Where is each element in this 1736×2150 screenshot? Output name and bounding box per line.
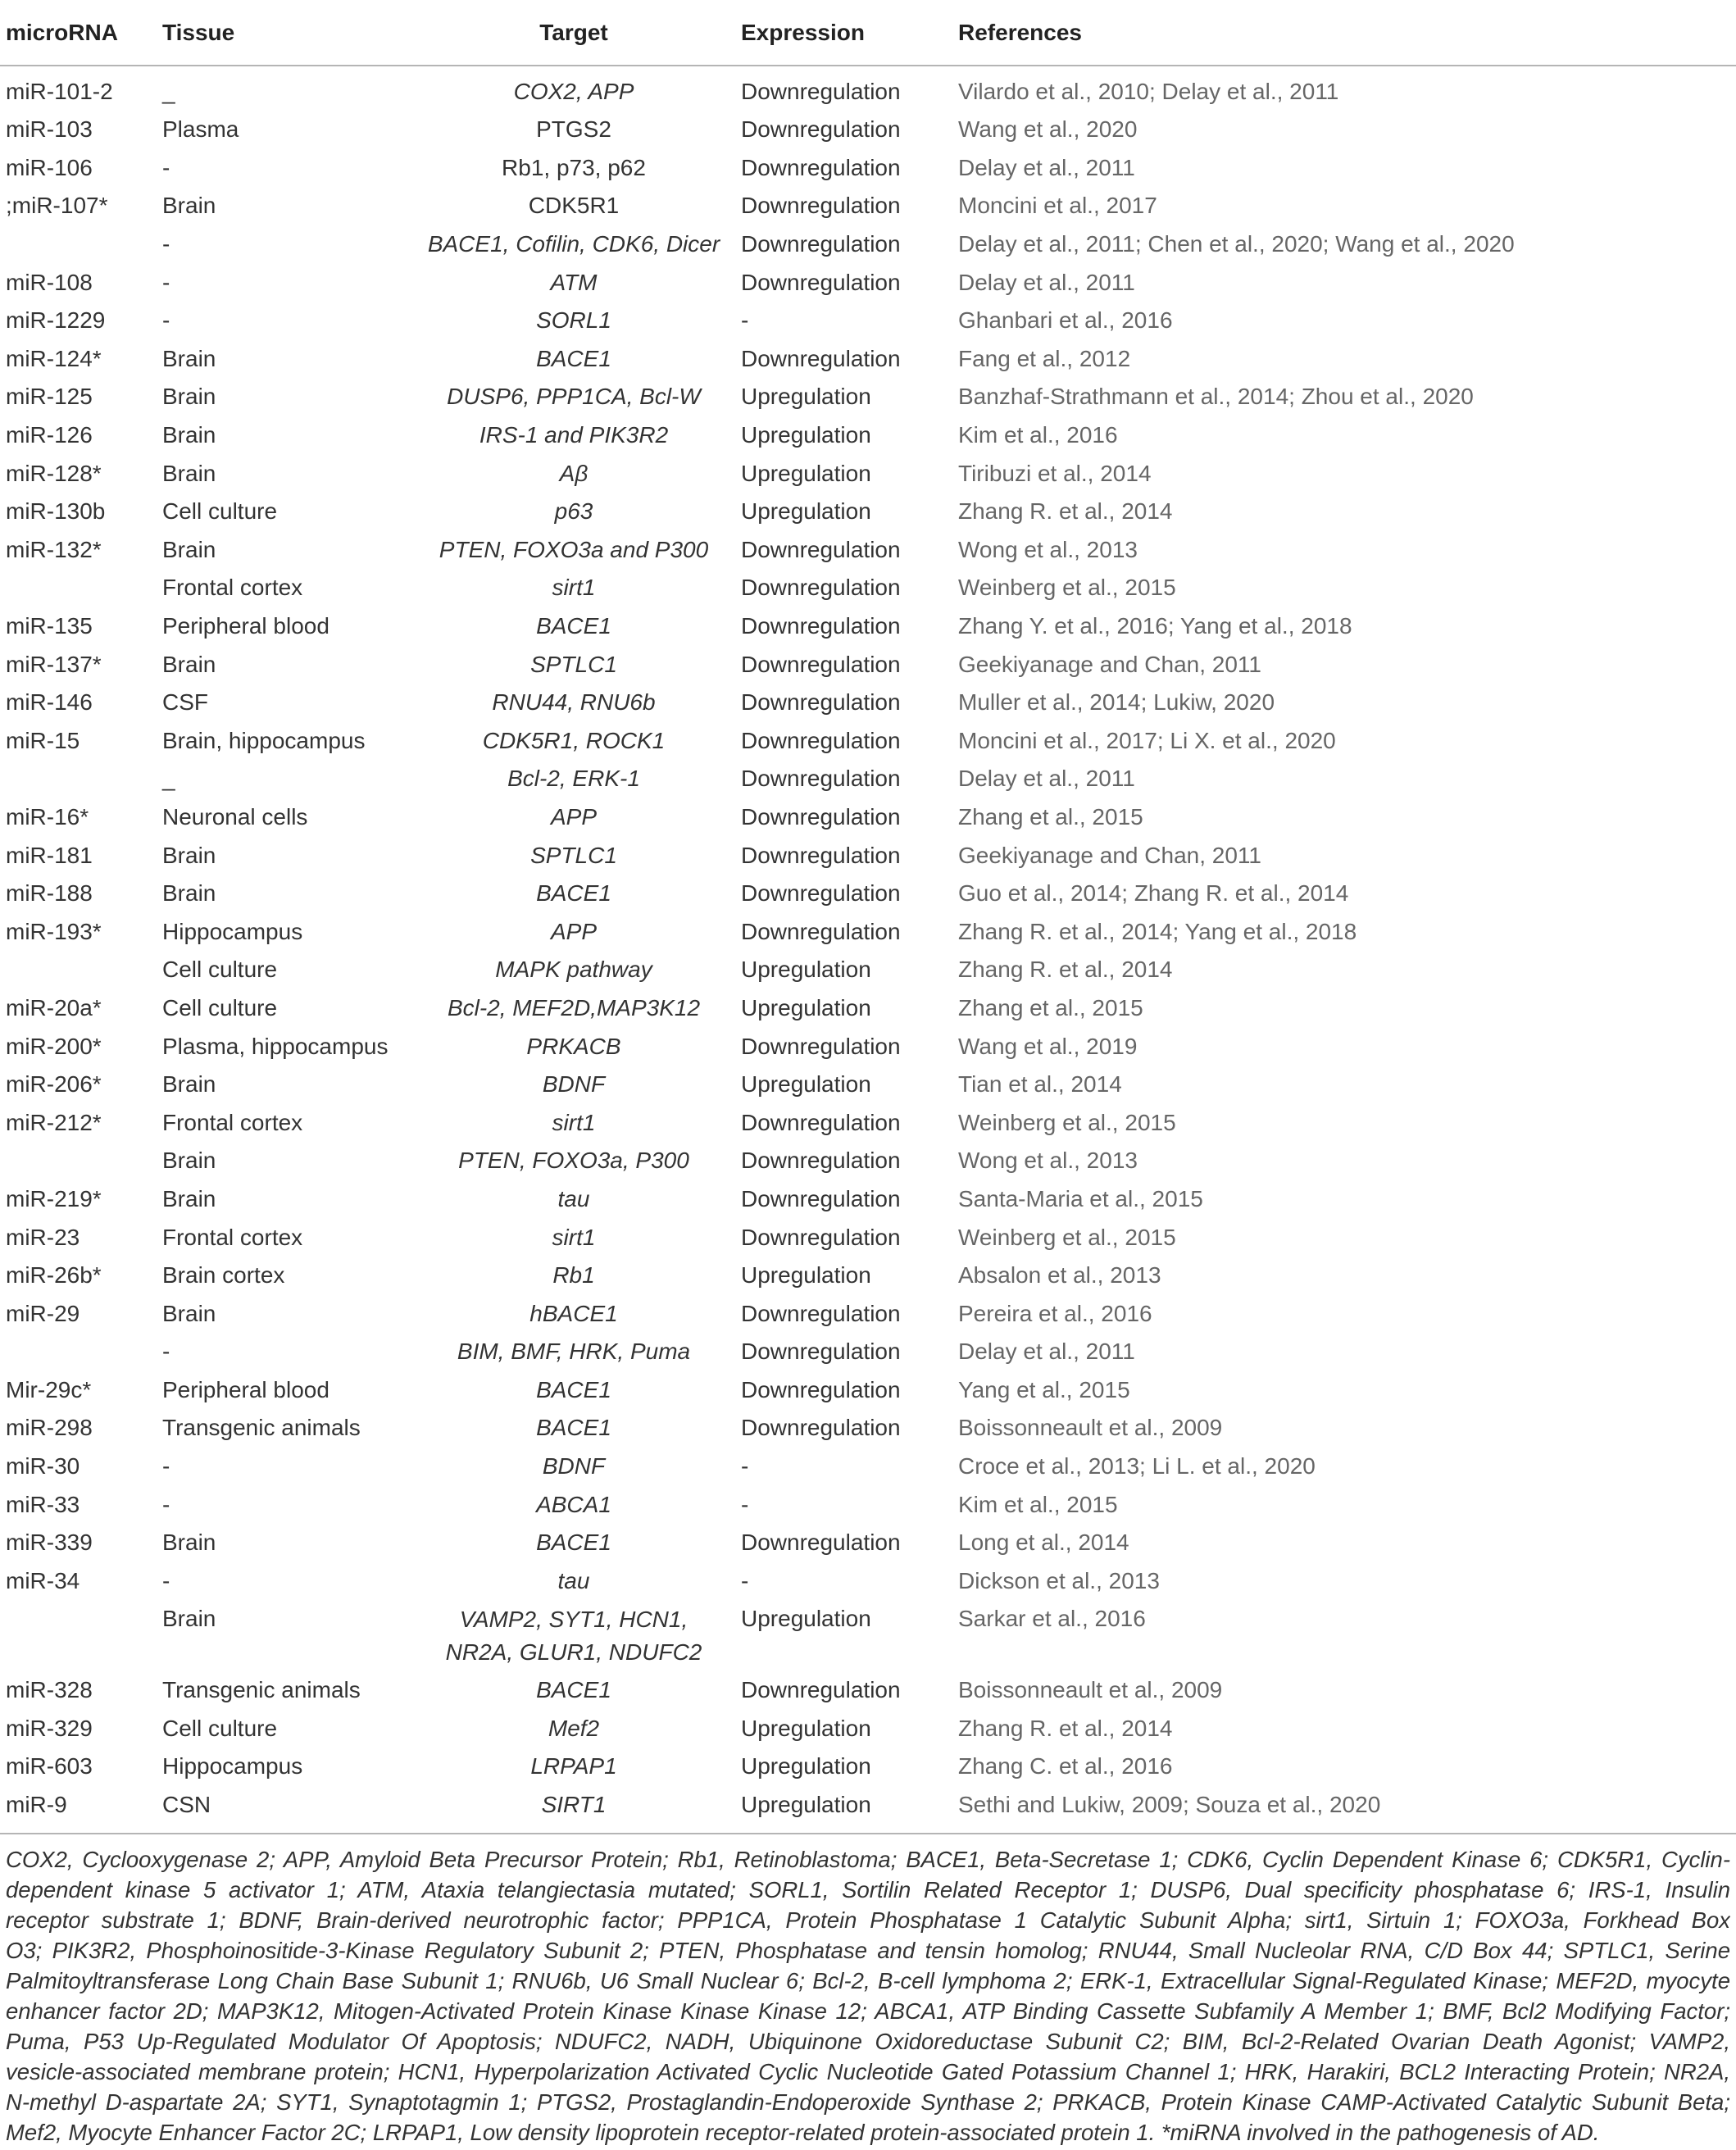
mirna-cell: miR-124* xyxy=(6,345,102,371)
expression-cell: Upregulation xyxy=(741,1753,871,1780)
table-row xyxy=(0,1409,1736,1448)
target-cell: Rb1 xyxy=(552,1262,595,1289)
expression-cell: Downregulation xyxy=(741,78,901,104)
target-cell: PTEN, FOXO3a, P300 xyxy=(458,1148,689,1174)
target-cell: MAPK pathway xyxy=(495,957,652,983)
expression-cell: Downregulation xyxy=(741,1677,901,1703)
footnote-line: O3; PIK3R2, Phosphoinositide-3-Kinase Regulatory Subunit 2; PTEN, Phosphatase and tensin homolog; RNU44, Small Nucleolar RNA, C/D Box 44; SPTLC1, Serine xyxy=(6,1937,1730,1963)
expression-cell: Upregulation xyxy=(741,1262,871,1289)
tissue-cell: Peripheral blood xyxy=(162,613,329,639)
mirna-cell: miR-135 xyxy=(6,613,93,639)
expression-cell: Downregulation xyxy=(741,727,901,753)
table-row xyxy=(0,1600,1736,1671)
mirna-cell: miR-206* xyxy=(6,1071,102,1098)
expression-cell: Downregulation xyxy=(741,918,901,944)
expression-cell: Upregulation xyxy=(741,384,871,410)
target-cell: Bcl-2, MEF2D,MAP3K12 xyxy=(447,994,701,1020)
target-cell: APP xyxy=(550,918,598,944)
tissue-cell: Hippocampus xyxy=(162,1753,303,1780)
references-cell[interactable]: Long et al., 2014 xyxy=(958,1530,1129,1556)
mirna-cell: miR-188 xyxy=(6,880,93,907)
header-references: References xyxy=(958,20,1082,45)
references-cell[interactable]: Fang et al., 2012 xyxy=(958,345,1131,371)
target-cell: sirt1 xyxy=(552,1109,596,1135)
references-cell[interactable]: Zhang R. et al., 2014 xyxy=(958,498,1173,525)
mirna-cell: miR-108 xyxy=(6,269,93,295)
table-row xyxy=(0,1142,1736,1180)
mirna-cell: miR-328 xyxy=(6,1677,93,1703)
references-cell[interactable]: Sethi and Lukiw, 2009; Souza et al., 2020 xyxy=(958,1792,1381,1818)
references-cell[interactable]: Zhang Y. et al., 2016; Yang et al., 2018 xyxy=(958,613,1352,639)
table-row xyxy=(0,1066,1736,1104)
target-cell: LRPAP1 xyxy=(530,1753,617,1780)
target-cell: BDNF xyxy=(542,1453,606,1480)
target-cell: tau xyxy=(557,1567,590,1593)
expression-cell: Downregulation xyxy=(741,1376,901,1402)
expression-cell: Downregulation xyxy=(741,1224,901,1250)
references-cell[interactable]: Kim et al., 2015 xyxy=(958,1491,1118,1517)
expression-cell: Downregulation xyxy=(741,651,901,677)
target-cell: BACE1 xyxy=(536,1530,611,1556)
expression-cell: Upregulation xyxy=(741,1792,871,1818)
tissue-cell: - xyxy=(162,269,170,295)
table-row xyxy=(0,1180,1736,1219)
expression-cell: Downregulation xyxy=(741,269,901,295)
mirna-cell: miR-126 xyxy=(6,422,93,448)
expression-cell: Downregulation xyxy=(741,154,901,180)
references-cell[interactable]: Kim et al., 2016 xyxy=(958,422,1118,448)
mirna-cell: miR-1229 xyxy=(6,307,106,334)
expression-cell: Upregulation xyxy=(741,460,871,486)
expression-cell: - xyxy=(741,1453,749,1480)
tissue-cell: Brain xyxy=(162,193,216,219)
tissue-cell: Frontal cortex xyxy=(162,1224,303,1250)
mirna-cell: miR-103 xyxy=(6,116,93,143)
references-cell[interactable]: Guo et al., 2014; Zhang R. et al., 2014 xyxy=(958,880,1349,907)
table-row xyxy=(0,1710,1736,1748)
mirna-cell: miR-20a* xyxy=(6,994,102,1020)
target-cell: SPTLC1 xyxy=(530,651,617,677)
footnote-line: dependent kinase 5 activator 1; ATM, Ataxia telangiectasia mutated; SORL1, Sortilin Related Receptor 1; DUSP6, Dual specificity phosphatase 6; IRS-1, Insulin xyxy=(6,1876,1730,1902)
table-row xyxy=(0,646,1736,684)
table-row xyxy=(0,1486,1736,1525)
footnote-line: Palmitoyltransferase Long Chain Base Subunit 1; RNU6b, U6 Small Nuclear 6; Bcl-2, B-cell lymphoma 2; ERK-1, Extracellular Signal-Regulated Kinase; MEF2D, myocyte xyxy=(6,1967,1730,1993)
table-row xyxy=(0,1028,1736,1066)
tissue-cell: Brain cortex xyxy=(162,1262,285,1289)
table-row xyxy=(0,1562,1736,1601)
references-cell[interactable]: Ghanbari et al., 2016 xyxy=(958,307,1173,334)
table-row xyxy=(0,913,1736,952)
table-row xyxy=(0,607,1736,646)
expression-cell: Downregulation xyxy=(741,880,901,907)
tissue-cell: Brain xyxy=(162,384,216,410)
target-cell: CDK5R1, ROCK1 xyxy=(482,727,666,753)
mirna-cell: Mir-29c* xyxy=(6,1376,92,1402)
tissue-cell: Cell culture xyxy=(162,1715,278,1741)
table-row xyxy=(0,1524,1736,1562)
references-cell[interactable]: Weinberg et al., 2015 xyxy=(958,1109,1176,1135)
header-expression: Expression xyxy=(741,20,865,45)
references-cell[interactable]: Moncini et al., 2017 xyxy=(958,193,1157,219)
expression-cell: Upregulation xyxy=(741,957,871,983)
references-cell[interactable]: Absalon et al., 2013 xyxy=(958,1262,1161,1289)
mirna-cell: ;miR-107* xyxy=(6,193,108,219)
target-cell: BDNF xyxy=(542,1071,606,1098)
tissue-cell: _ xyxy=(162,78,175,104)
target-cell: SIRT1 xyxy=(541,1792,607,1818)
expression-cell: - xyxy=(741,1567,749,1593)
expression-cell: Upregulation xyxy=(741,498,871,525)
table-row xyxy=(0,989,1736,1028)
references-cell[interactable]: Yang et al., 2015 xyxy=(958,1376,1130,1402)
references-cell[interactable]: Dickson et al., 2013 xyxy=(958,1567,1160,1593)
table-row xyxy=(0,760,1736,798)
mirna-cell: miR-339 xyxy=(6,1530,93,1556)
table-row xyxy=(0,1219,1736,1257)
tissue-cell: Brain xyxy=(162,1148,216,1174)
target-cell: BACE1, Cofilin, CDK6, Dicer xyxy=(427,231,720,257)
references-cell[interactable]: Moncini et al., 2017; Li X. et al., 2020 xyxy=(958,727,1336,753)
target-cell: sirt1 xyxy=(552,575,596,601)
mirna-cell: miR-34 xyxy=(6,1567,80,1593)
mirna-cell: miR-29 xyxy=(6,1300,80,1326)
table-row xyxy=(0,493,1736,531)
target-cell: BACE1 xyxy=(536,1376,611,1402)
target-cell: APP xyxy=(550,803,598,830)
tissue-cell: Brain xyxy=(162,345,216,371)
mirna-cell: miR-329 xyxy=(6,1715,93,1741)
tissue-cell: Brain xyxy=(162,842,216,868)
footnote-line: COX2, Cyclooxygenase 2; APP, Amyloid Beta Precursor Protein; Rb1, Retinoblastoma; BACE1, Beta-Secretase 1; CDK6, Cyclin Dependent Kinase 6; CDK5R1, Cyclin- xyxy=(6,1846,1730,1872)
tissue-cell: Plasma, hippocampus xyxy=(162,1033,389,1059)
table-row xyxy=(0,1257,1736,1295)
tissue-cell: Neuronal cells xyxy=(162,803,308,830)
expression-cell: Downregulation xyxy=(741,1185,901,1211)
mirna-cell: miR-33 xyxy=(6,1491,80,1517)
references-cell[interactable]: Boissonneault et al., 2009 xyxy=(958,1677,1223,1703)
mirna-cell: miR-137* xyxy=(6,651,102,677)
references-cell[interactable]: Zhang C. et al., 2016 xyxy=(958,1753,1173,1780)
expression-cell: Downregulation xyxy=(741,766,901,792)
references-cell[interactable]: Wong et al., 2013 xyxy=(958,1148,1138,1174)
references-cell[interactable]: Wang et al., 2020 xyxy=(958,116,1138,143)
target-cell: ATM xyxy=(550,269,598,295)
expression-cell: Downregulation xyxy=(741,1300,901,1326)
target-cell: PTEN, FOXO3a and P300 xyxy=(439,536,709,562)
references-cell[interactable]: Tian et al., 2014 xyxy=(958,1071,1122,1098)
mirna-cell: miR-219* xyxy=(6,1185,102,1211)
table-row xyxy=(0,798,1736,837)
table-header-row xyxy=(0,0,1736,66)
target-cell: SORL1 xyxy=(536,307,611,334)
expression-cell: Downregulation xyxy=(741,1530,901,1556)
table-row xyxy=(0,455,1736,493)
tissue-cell: Frontal cortex xyxy=(162,1109,303,1135)
target-cell: BACE1 xyxy=(536,345,611,371)
references-cell[interactable]: Weinberg et al., 2015 xyxy=(958,1224,1176,1250)
expression-cell: Downregulation xyxy=(741,1033,901,1059)
target-cell: BIM, BMF, HRK, Puma xyxy=(457,1339,691,1365)
expression-cell: Downregulation xyxy=(741,536,901,562)
references-cell[interactable]: Muller et al., 2014; Lukiw, 2020 xyxy=(958,689,1275,716)
target-cell: Rb1, p73, p62 xyxy=(502,154,646,180)
target-line: VAMP2, SYT1, HCN1, xyxy=(459,1606,688,1632)
table-row xyxy=(0,1104,1736,1143)
expression-cell: Downregulation xyxy=(741,1415,901,1441)
tissue-cell: Brain xyxy=(162,1300,216,1326)
table-row xyxy=(0,569,1736,607)
table-bottom-rule xyxy=(0,1833,1736,1834)
target-cell: SPTLC1 xyxy=(530,842,617,868)
table-row xyxy=(0,73,1736,111)
references-cell[interactable]: Pereira et al., 2016 xyxy=(958,1300,1152,1326)
expression-cell: Downregulation xyxy=(741,842,901,868)
target-cell: tau xyxy=(557,1185,590,1211)
mirna-cell: miR-298 xyxy=(6,1415,93,1441)
mirna-cell: miR-16* xyxy=(6,803,89,830)
expression-cell: Downregulation xyxy=(741,1109,901,1135)
table-row xyxy=(0,149,1736,188)
target-cell: ABCA1 xyxy=(536,1491,611,1517)
expression-cell: Downregulation xyxy=(741,613,901,639)
target-cell: Bcl-2, ERK-1 xyxy=(507,766,640,792)
footnote-line: enhancer factor 2D; MAP3K12, Mitogen-Activated Protein Kinase Kinase Kinase 12; ABCA1, ATP Binding Cassette Subfamily A Member 1; BMF, Bcl2 Modifying Factor; xyxy=(6,1998,1730,2024)
tissue-cell: Brain xyxy=(162,460,216,486)
expression-cell: Downregulation xyxy=(741,575,901,601)
target-cell: COX2, APP xyxy=(513,78,634,104)
table-row xyxy=(0,187,1736,225)
references-cell[interactable]: Banzhaf-Strathmann et al., 2014; Zhou et al., 2020 xyxy=(958,384,1474,410)
mirna-cell: miR-200* xyxy=(6,1033,102,1059)
table-row xyxy=(0,264,1736,302)
table-row xyxy=(0,1448,1736,1486)
mirna-cell: miR-128* xyxy=(6,460,102,486)
references-cell[interactable]: Vilardo et al., 2010; Delay et al., 2011 xyxy=(958,78,1339,104)
tissue-cell: Brain xyxy=(162,651,216,677)
mirna-cell: miR-603 xyxy=(6,1753,93,1780)
tissue-cell: Cell culture xyxy=(162,498,278,525)
target-cell: IRS-1 and PIK3R2 xyxy=(479,422,669,448)
tissue-cell: - xyxy=(162,1491,170,1517)
target-cell: hBACE1 xyxy=(529,1300,618,1326)
tissue-cell: Brain xyxy=(162,536,216,562)
mirna-cell: miR-26b* xyxy=(6,1262,102,1289)
tissue-cell: _ xyxy=(162,766,175,792)
expression-cell: Downregulation xyxy=(741,803,901,830)
mirna-cell: miR-193* xyxy=(6,918,102,944)
target-cell: BACE1 xyxy=(536,1415,611,1441)
table-row xyxy=(0,340,1736,379)
expression-cell: Downregulation xyxy=(741,1148,901,1174)
tissue-cell: Brain xyxy=(162,422,216,448)
tissue-cell: Transgenic animals xyxy=(162,1415,361,1441)
header-tissue: Tissue xyxy=(162,20,235,45)
tissue-cell: Cell culture xyxy=(162,957,278,983)
target-cell: RNU44, RNU6b xyxy=(492,689,656,716)
mirna-cell: miR-132* xyxy=(6,536,102,562)
expression-cell: Downregulation xyxy=(741,231,901,257)
references-cell[interactable]: Delay et al., 2011; Chen et al., 2020; Wang et al., 2020 xyxy=(958,231,1515,257)
table-row xyxy=(0,1295,1736,1334)
target-cell: BACE1 xyxy=(536,1677,611,1703)
tissue-cell: Frontal cortex xyxy=(162,575,303,601)
expression-cell: Downregulation xyxy=(741,193,901,219)
expression-cell: Upregulation xyxy=(741,1606,871,1632)
expression-cell: Upregulation xyxy=(741,422,871,448)
footnote-line: receptor substrate 1; BDNF, Brain-derived neurotrophic factor; PPP1CA, Protein Phosphatase 1 Catalytic Subunit Alpha; sirt1, Sirtuin 1; FOXO3a, Forkhead Box xyxy=(6,1907,1730,1933)
tissue-cell: - xyxy=(162,154,170,180)
references-cell[interactable]: Croce et al., 2013; Li L. et al., 2020 xyxy=(958,1453,1316,1480)
footnote-line: Mef2, Myocyte Enhancer Factor 2C; LRPAP1, Low density lipoprotein receptor-related protein-associated protein 1. *miRNA involved in the pathogenesis of AD. xyxy=(6,2119,1600,2145)
references-cell[interactable]: Geekiyanage and Chan, 2011 xyxy=(958,651,1261,677)
mirna-cell: miR-106 xyxy=(6,154,93,180)
table-row xyxy=(0,1371,1736,1410)
references-cell[interactable]: Zhang et al., 2015 xyxy=(958,994,1143,1020)
references-cell[interactable]: Boissonneault et al., 2009 xyxy=(958,1415,1223,1441)
header-target: Target xyxy=(539,20,608,45)
table-row xyxy=(0,302,1736,340)
tissue-cell: Hippocampus xyxy=(162,918,303,944)
references-cell[interactable]: Geekiyanage and Chan, 2011 xyxy=(958,842,1261,868)
expression-cell: - xyxy=(741,307,749,334)
target-cell: PRKACB xyxy=(526,1033,621,1059)
target-cell: p63 xyxy=(554,498,593,525)
footnote-line: N-methyl D-aspartate 2A; SYT1, Synaptotagmin 1; PTGS2, Prostaglandin-Endoperoxide Synthase 2; PRKACB, Protein Kinase CAMP-Activated Catalytic Subunit Beta; xyxy=(6,2089,1730,2115)
mirna-cell: miR-30 xyxy=(6,1453,80,1480)
footnote-line: vesicle-associated membrane protein; HCN1, Hyperpolarization Activated Cyclic Nucleotide Gated Potassium Channel 1; HRK, Harakiri, BCL2 Interacting Protein; NR2A, xyxy=(6,2058,1730,2084)
table-row xyxy=(0,111,1736,149)
table-row xyxy=(0,416,1736,455)
references-cell[interactable]: Delay et al., 2011 xyxy=(958,154,1135,180)
table-row xyxy=(0,722,1736,761)
mirna-cell: miR-23 xyxy=(6,1224,80,1250)
header-microrna: microRNA xyxy=(6,20,118,45)
mirna-cell: miR-181 xyxy=(6,842,93,868)
mirna-cell: miR-125 xyxy=(6,384,93,410)
table-row xyxy=(0,1786,1736,1825)
references-cell[interactable]: Zhang R. et al., 2014 xyxy=(958,1715,1173,1741)
target-cell: DUSP6, PPP1CA, Bcl-W xyxy=(447,384,701,410)
tissue-cell: Peripheral blood xyxy=(162,1376,329,1402)
mirna-cell: miR-101-2 xyxy=(6,78,113,104)
table-row xyxy=(0,531,1736,570)
tissue-cell: - xyxy=(162,1339,170,1365)
mirna-cell: miR-9 xyxy=(6,1792,67,1818)
expression-cell: Upregulation xyxy=(741,1715,871,1741)
tissue-cell: Brain, hippocampus xyxy=(162,727,366,753)
expression-cell: Upregulation xyxy=(741,1071,871,1098)
footnote-line: Puma, P53 Up-Regulated Modulator Of Apoptosis; NDUFC2, NADH, Ubiquinone Oxidoreductase Subunit C2; BIM, Bcl-2-Related Ovarian Death Agonist; VAMP2, xyxy=(6,2028,1730,2054)
tissue-cell: Cell culture xyxy=(162,994,278,1020)
references-cell[interactable]: Weinberg et al., 2015 xyxy=(958,575,1176,601)
expression-cell: Downregulation xyxy=(741,116,901,143)
target-cell: CDK5R1 xyxy=(528,193,620,219)
target-cell: sirt1 xyxy=(552,1224,596,1250)
tissue-cell: Brain xyxy=(162,880,216,907)
table-row xyxy=(0,225,1736,264)
references-cell[interactable]: Zhang R. et al., 2014; Yang et al., 2018 xyxy=(958,918,1357,944)
tissue-cell: Plasma xyxy=(162,116,239,143)
tissue-cell: Brain xyxy=(162,1071,216,1098)
table-body xyxy=(0,73,1736,1825)
references-cell[interactable]: Sarkar et al., 2016 xyxy=(958,1606,1146,1632)
table-row xyxy=(0,1671,1736,1710)
tissue-cell: Brain xyxy=(162,1530,216,1556)
table-row xyxy=(0,684,1736,722)
mirna-cell: miR-212* xyxy=(6,1109,102,1135)
target-cell: BACE1 xyxy=(536,613,611,639)
references-cell[interactable]: Wong et al., 2013 xyxy=(958,536,1138,562)
tissue-cell: CSF xyxy=(162,689,208,716)
target-cell: Mef2 xyxy=(548,1715,600,1741)
table-row xyxy=(0,1748,1736,1786)
tissue-cell: - xyxy=(162,231,170,257)
references-cell[interactable]: Delay et al., 2011 xyxy=(958,269,1135,295)
mirna-cell: miR-146 xyxy=(6,689,93,716)
tissue-cell: Transgenic animals xyxy=(162,1677,361,1703)
table-row xyxy=(0,837,1736,875)
tissue-cell: Brain xyxy=(162,1606,216,1632)
references-cell[interactable]: Zhang R. et al., 2014 xyxy=(958,957,1173,983)
mirna-cell: miR-130b xyxy=(6,498,106,525)
references-cell[interactable]: Santa-Maria et al., 2015 xyxy=(958,1185,1203,1211)
target-cell: Aβ xyxy=(559,460,589,486)
references-cell[interactable]: Delay et al., 2011 xyxy=(958,1339,1135,1365)
table-row xyxy=(0,951,1736,989)
table-row xyxy=(0,875,1736,913)
tissue-cell: - xyxy=(162,307,170,334)
expression-cell: Upregulation xyxy=(741,994,871,1020)
references-cell[interactable]: Delay et al., 2011 xyxy=(958,766,1135,792)
mirna-cell: miR-15 xyxy=(6,727,80,753)
table-footnote xyxy=(6,1844,1730,2148)
references-cell[interactable]: Tiribuzi et al., 2014 xyxy=(958,460,1152,486)
expression-cell: Downregulation xyxy=(741,689,901,716)
tissue-cell: CSN xyxy=(162,1792,211,1818)
tissue-cell: Brain xyxy=(162,1185,216,1211)
references-cell[interactable]: Zhang et al., 2015 xyxy=(958,803,1143,830)
tissue-cell: - xyxy=(162,1453,170,1480)
expression-cell: Downregulation xyxy=(741,1339,901,1365)
target-line: NR2A, GLUR1, NDUFC2 xyxy=(445,1639,702,1665)
expression-cell: Downregulation xyxy=(741,345,901,371)
references-cell[interactable]: Wang et al., 2019 xyxy=(958,1033,1138,1059)
target-cell: PTGS2 xyxy=(536,116,611,143)
tissue-cell: - xyxy=(162,1567,170,1593)
table-row xyxy=(0,1333,1736,1371)
target-cell: BACE1 xyxy=(536,880,611,907)
table-row xyxy=(0,378,1736,416)
expression-cell: - xyxy=(741,1491,749,1517)
target-cell xyxy=(410,1603,738,1669)
